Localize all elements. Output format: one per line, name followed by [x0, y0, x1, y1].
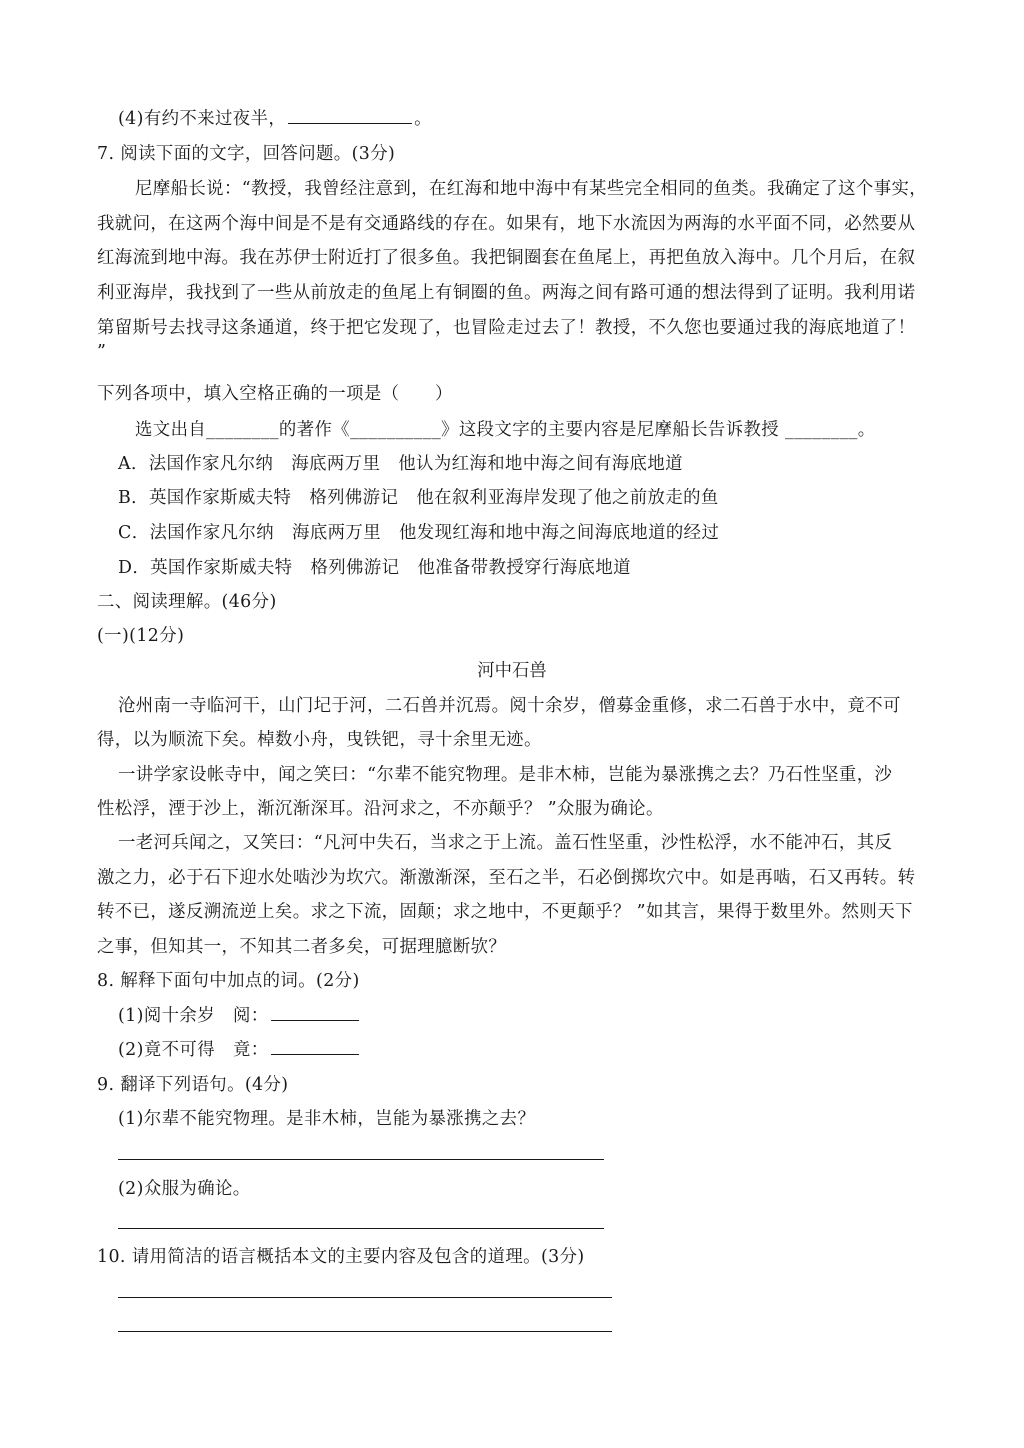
option-d[interactable]	[118, 556, 631, 580]
option-book: 格列佛游记	[310, 558, 400, 578]
option-c[interactable]	[118, 521, 719, 545]
q6-item-4-text: (4)有约不来过夜半，	[118, 109, 287, 129]
q9-item-1: (1)尔辈不能究物理。是非木柿，岂能为暴涨携之去？	[118, 1109, 536, 1129]
option-content: 他在叙利亚海岸发现了他之前放走的鱼	[416, 488, 719, 508]
answer-blank[interactable]	[271, 1004, 359, 1021]
passage-line: 尼摩船长说：“教授，我曾经注意到，在红海和地中海中有某些完全相同的鱼类。我确定了这个事实，	[135, 179, 928, 199]
q8-sentence: (1)阅十余岁	[118, 1006, 215, 1026]
q10-heading: 10. 请用简洁的语言概括本文的主要内容及包含的道理。(3分)	[97, 1247, 585, 1267]
article-line: 激之力，必于石下迎水处啮沙为坎穴。渐激渐深，至石之半，石必倒掷坎穴中。如是再啮，石又再转。转	[97, 868, 916, 888]
q8-item-2	[118, 1038, 361, 1062]
option-content: 他发现红海和地中海之间海底地道的经过	[399, 523, 720, 543]
q8-sentence: (2)竟不可得	[118, 1040, 215, 1060]
option-book: 海底两万里	[292, 523, 382, 543]
answer-blank[interactable]	[288, 107, 412, 124]
answer-line[interactable]	[118, 1228, 604, 1229]
passage-line: 第留斯号去找寻这条通道，终于把它发现了，也冒险走过去了！教授，不久您也要通过我的海底地道了！	[97, 318, 916, 338]
article-line: 性松浮，湮于沙上，渐沉渐深耳。沿河求之，不亦颠乎？ ”众服为确论。	[97, 799, 664, 819]
section-2-heading: 二、阅读理解。(46分)	[97, 592, 277, 612]
option-content: 他准备带教授穿行海底地道	[417, 558, 631, 578]
answer-line[interactable]	[118, 1297, 612, 1298]
q6-item-4	[118, 107, 432, 131]
option-letter: C．	[118, 523, 150, 543]
option-author: 英国作家斯威夫特	[150, 558, 293, 578]
article-line: 一讲学家设帐寺中，闻之笑曰：“尔辈不能究物理。是非木柿，岂能为暴涨携之去？乃石性坚重，沙	[118, 765, 893, 785]
option-a[interactable]	[118, 452, 683, 476]
article-title: 河中石兽	[477, 661, 547, 681]
passage-line: 红海流到地中海。我在苏伊士附近打了很多鱼。我把铜圈套在鱼尾上，再把鱼放入海中。几个月后，在叙	[97, 248, 916, 268]
option-author: 法国作家凡尔纳	[149, 523, 275, 543]
q7-fill-sentence: 选文出自________的著作《__________》这段文字的主要内容是尼摩船长告诉教授 ________。	[135, 420, 876, 440]
q7-heading: 7. 阅读下面的文字，回答问题。(3分)	[97, 144, 396, 164]
article-line: 得，以为顺流下矣。棹数小舟，曳铁钯，寻十余里无迹。	[97, 730, 542, 750]
passage-line: ”	[97, 342, 107, 362]
option-letter: D．	[118, 558, 151, 578]
q7-prompt: 下列各项中，填入空格正确的一项是（ ）	[97, 384, 453, 404]
article-line: 转不已，遂反溯流逆上矣。求之下流，固颠；求之地中，不更颠乎？ ”如其言，果得于数里外。然则天下	[97, 902, 913, 922]
q9-heading: 9. 翻译下列语句。(4分)	[97, 1075, 289, 1095]
q8-word: 竟：	[233, 1040, 269, 1060]
article-line: 一老河兵闻之，又笑曰：“凡河中失石，当求之于上流。盖石性坚重，沙性松浮，水不能冲石，其反	[118, 833, 893, 853]
q8-word: 阅：	[233, 1006, 269, 1026]
part-1-heading: (一)(12分)	[97, 626, 185, 646]
option-author: 英国作家斯威夫特	[148, 488, 292, 508]
answer-blank[interactable]	[271, 1038, 359, 1055]
answer-line[interactable]	[118, 1331, 612, 1332]
option-letter: B．	[118, 488, 149, 508]
article-line: 沧州南一寺临河干，山门圮于河，二石兽并沉焉。阅十余岁，僧募金重修，求二石兽于水中，竟不可	[118, 696, 901, 716]
option-book: 海底两万里	[291, 454, 381, 474]
q9-item-2: (2)众服为确论。	[118, 1179, 251, 1199]
option-content: 他认为红海和地中海之间有海底地道	[398, 454, 683, 474]
passage-line: 利亚海岸，我找到了一些从前放走的鱼尾上有铜圈的鱼。两海之间有路可通的想法得到了证明。我利用诺	[97, 283, 916, 303]
answer-line[interactable]	[118, 1159, 604, 1160]
article-line: 之事，但知其一，不知其二者多矣，可据理臆断欤？	[97, 937, 507, 957]
passage-line: 我就问，在这两个海中间是不是有交通路线的存在。如果有，地下水流因为两海的水平面不同，必然要从	[97, 214, 916, 234]
q8-item-1	[118, 1004, 361, 1028]
option-b[interactable]	[118, 486, 719, 510]
q6-item-4-end: 。	[414, 109, 432, 129]
option-author: 法国作家凡尔纳	[148, 454, 274, 474]
option-letter: A．	[118, 454, 149, 474]
option-book: 格列佛游记	[309, 488, 399, 508]
q8-heading: 8. 解释下面句中加点的词。(2分)	[97, 971, 360, 991]
